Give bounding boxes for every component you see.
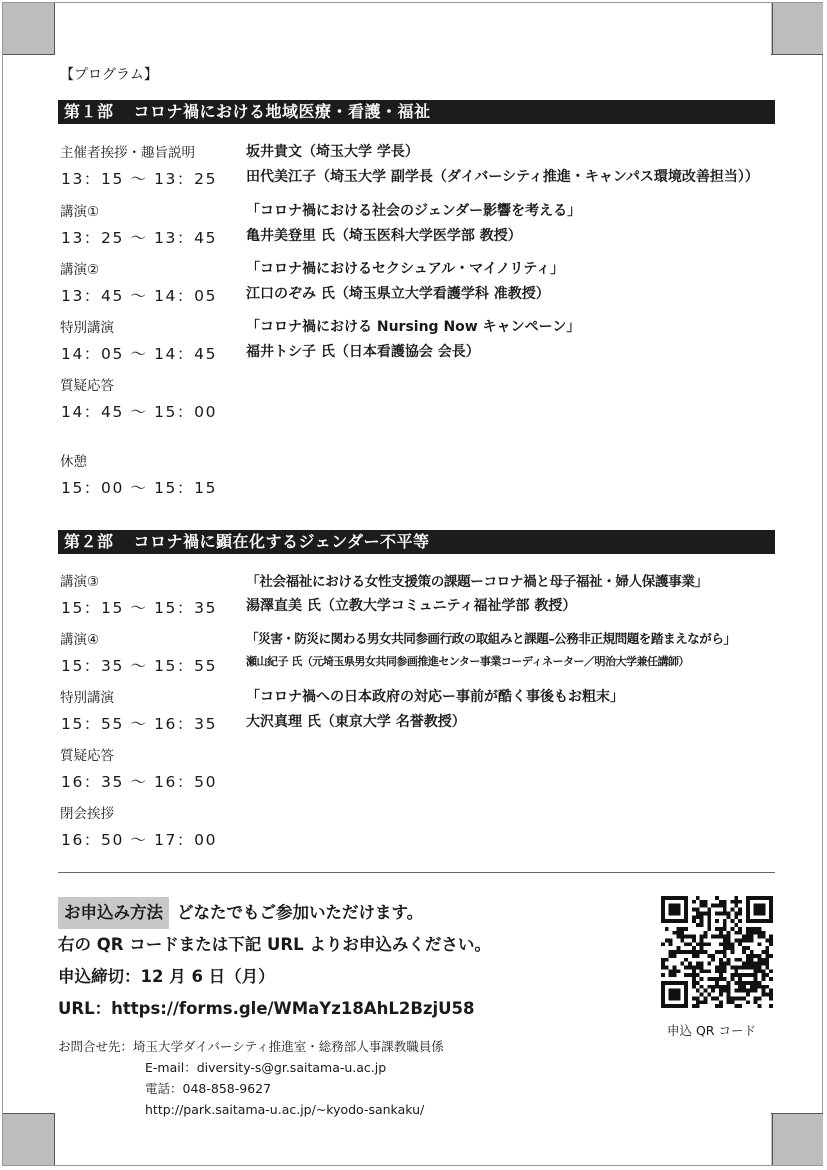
session-speaker: 江口のぞみ 氏（埼玉県立大学看護学科 准教授）: [246, 286, 550, 302]
trim-line: [771, 54, 823, 55]
session-time: 15：35 ～ 15：55: [61, 657, 218, 675]
session-speaker: 田代美江子（埼玉大学 副学長（ダイバーシティ推進・キャンパス環境改善担当））: [246, 169, 759, 185]
part1-number: 第１部: [64, 102, 114, 121]
session-label: 質疑応答: [60, 378, 114, 394]
session-label: 質疑応答: [60, 748, 114, 764]
corner-mark: [771, 1113, 823, 1165]
section-divider: [58, 872, 775, 873]
contact-info: [58, 1036, 444, 1120]
apply-instruction: 右の QR コードまたは下記 URL よりお申込みください。: [58, 935, 491, 954]
session-title: 「社会福祉における女性支援策の課題ーコロナ禍と母子福祉・婦人保護事業」: [246, 574, 708, 590]
program-row: [0, 628, 827, 678]
program-row: [0, 141, 827, 191]
session-title: 「コロナ禍への日本政府の対応ー事前が酷く事後もお粗末」: [246, 689, 624, 705]
apply-head: [58, 897, 491, 929]
program-row: [0, 686, 827, 736]
session-label: 特別講演: [60, 320, 114, 336]
trim-line: [772, 1113, 773, 1165]
session-label: 主催者挨拶・趣旨説明: [60, 145, 195, 161]
session-time: 15：55 ～ 16：35: [61, 715, 218, 733]
session-title: 「コロナ禍におけるセクシュアル・マイノリティ」: [246, 261, 565, 277]
session-title: 坂井貴文（埼玉大学 学長）: [246, 144, 419, 160]
apply-url-link[interactable]: URL：https://forms.gle/WMaYz18AhL2BzjU58: [58, 999, 475, 1018]
apply-deadline: 申込締切：12 月 6 日（月）: [58, 967, 275, 986]
session-label: 講演④: [60, 632, 100, 648]
apply-lead: どなたでもご参加いただけます。: [177, 903, 424, 922]
session-label: 休憩: [60, 454, 87, 470]
part1-header: [58, 100, 775, 124]
program-label: 【プログラム】: [60, 67, 158, 83]
part2-number: 第２部: [64, 532, 114, 551]
trim-line: [771, 1113, 823, 1114]
session-title: 「コロナ禍における Nursing Now キャンペーン」: [246, 319, 581, 335]
trim-line: [3, 54, 55, 55]
trim-line: [54, 3, 55, 55]
program-row: [0, 570, 827, 620]
application-info: [58, 897, 491, 1025]
session-title: 「災害・防災に関わる男女共同参画行政の取組みと課題–公務非正規問題を踏まえながら」: [246, 631, 736, 646]
part1-title: コロナ禍における地域医療・看護・福祉: [133, 102, 431, 121]
session-time: 13：45 ～ 14：05: [61, 287, 218, 305]
corner-mark: [3, 1113, 55, 1165]
program-row: [0, 258, 827, 308]
session-title: 「コロナ禍における社会のジェンダー影響を考える」: [246, 203, 582, 219]
session-time: 14：05 ～ 14：45: [61, 345, 218, 363]
program-row: [0, 802, 827, 852]
session-speaker: 亀井美登里 氏（埼玉医科大学医学部 教授）: [246, 228, 522, 244]
session-label: 閉会挨拶: [60, 806, 114, 822]
part2-title: コロナ禍に顕在化するジェンダー不平等: [133, 532, 430, 551]
session-time: 15：00 ～ 15：15: [61, 479, 218, 497]
trim-line: [3, 1113, 55, 1114]
apply-badge: お申込み方法: [58, 897, 169, 929]
program-row: [0, 450, 827, 500]
program-row: [0, 200, 827, 250]
session-time: 15：15 ～ 15：35: [61, 599, 218, 617]
session-time: 14：45 ～ 15：00: [61, 403, 218, 421]
session-time: 16：35 ～ 16：50: [61, 773, 218, 791]
session-speaker: 湯澤直美 氏（立教大学コミュニティ福祉学部 教授）: [246, 598, 577, 614]
session-time: 13：25 ～ 13：45: [61, 229, 218, 247]
session-time: 16：50 ～ 17：00: [61, 831, 218, 849]
corner-mark: [771, 3, 823, 55]
program-row: [0, 744, 827, 794]
program-row: [0, 374, 827, 424]
session-speaker: 福井トシ子 氏（日本看護協会 会長）: [246, 344, 480, 360]
program-row: [0, 316, 827, 366]
session-label: 講演①: [60, 204, 100, 220]
session-speaker: 大沢真理 氏（東京大学 名誉教授）: [246, 714, 466, 730]
contact-lead: お問合せ先：埼玉大学ダイバーシティ推進室・総務部人事課教職員係: [58, 1039, 444, 1054]
session-label: 講演②: [60, 262, 100, 278]
corner-mark: [3, 3, 55, 55]
trim-line: [54, 1113, 55, 1165]
qr-code-icon[interactable]: [661, 896, 773, 1008]
trim-line: [772, 3, 773, 55]
part2-header: [58, 530, 775, 554]
session-label: 講演③: [60, 574, 100, 590]
qr-caption: 申込 QR コード: [667, 1023, 756, 1038]
contact-phone: 電話：048-858-9627: [145, 1081, 272, 1096]
contact-web-link[interactable]: http://park.saitama-u.ac.jp/~kyodo-sankaku/: [145, 1102, 425, 1117]
contact-email[interactable]: E-mail：diversity-s@gr.saitama-u.ac.jp: [145, 1060, 387, 1075]
session-speaker: 瀬山紀子 氏（元埼玉県男女共同参画推進センター事業コーディネーター／明治大学兼任講師）: [246, 655, 690, 668]
session-label: 特別講演: [60, 690, 114, 706]
session-time: 13：15 ～ 13：25: [61, 170, 218, 188]
